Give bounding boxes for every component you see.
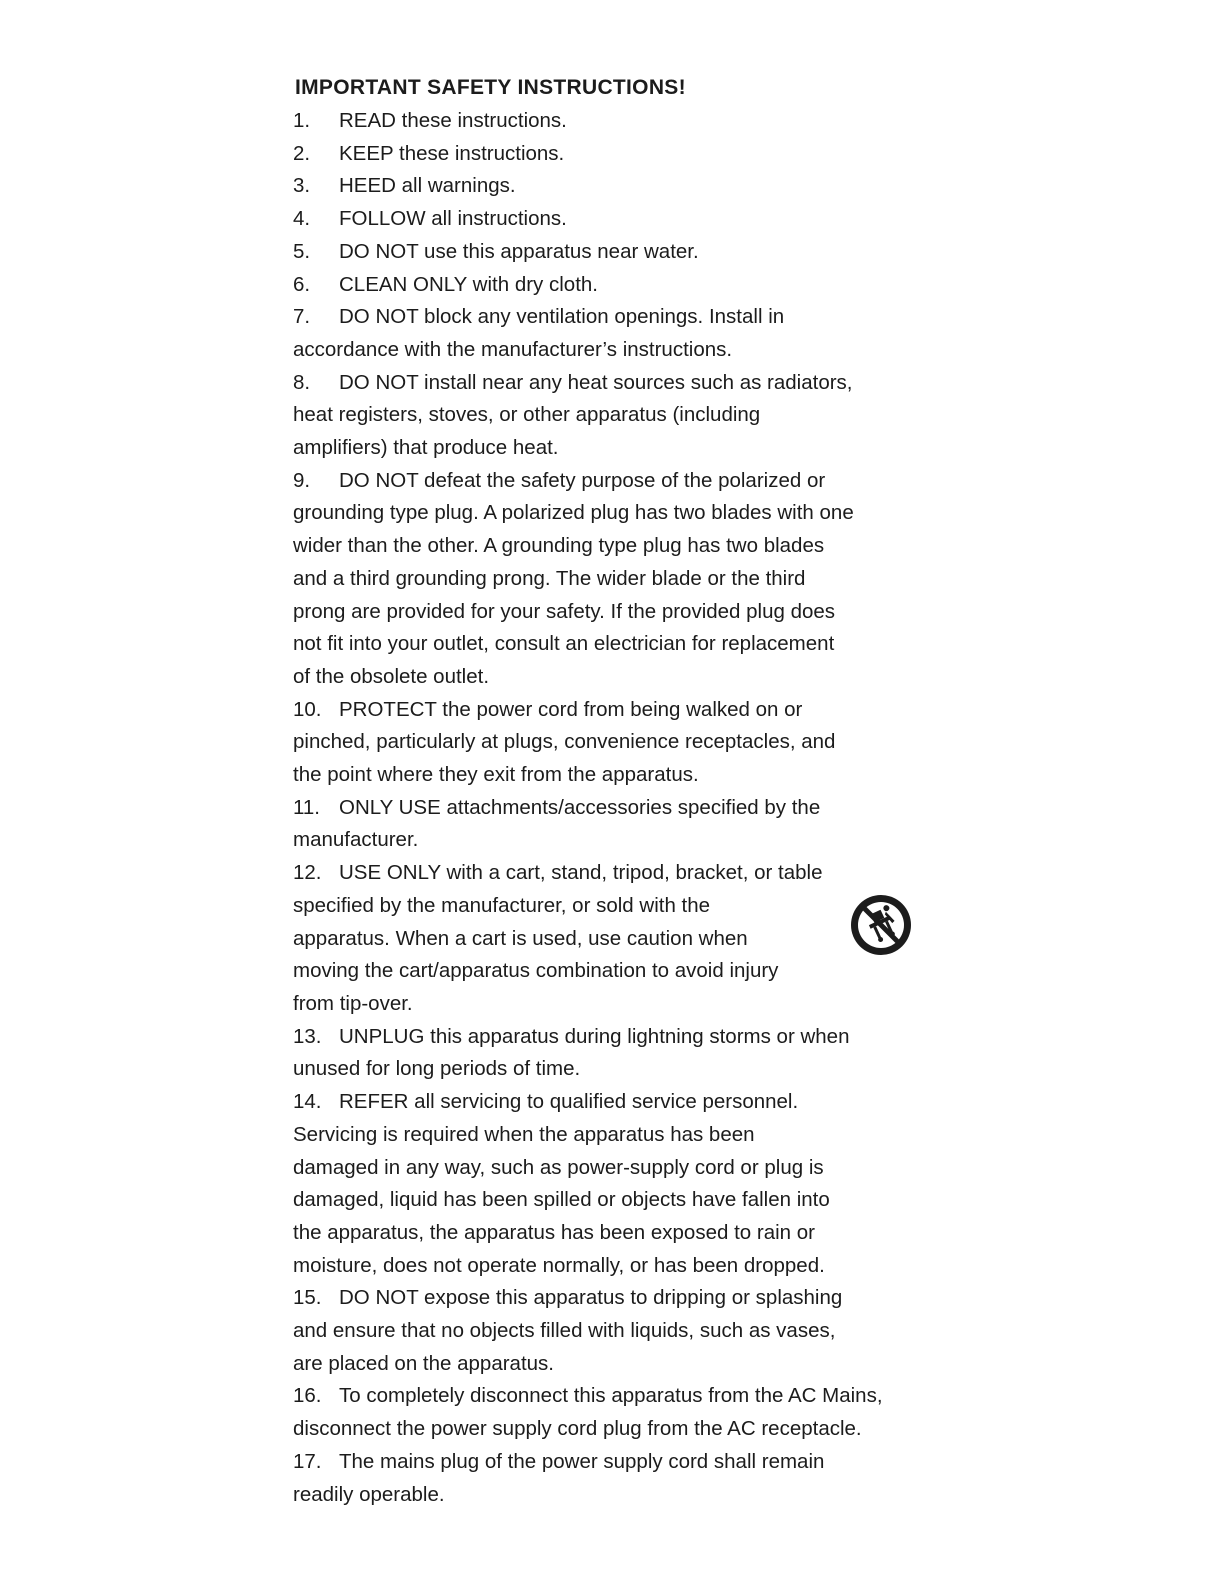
instruction-item-13 xyxy=(293,1021,933,1086)
item-number: 14. xyxy=(293,1090,322,1114)
instruction-item-2 xyxy=(293,138,933,171)
item-number: 7. xyxy=(293,305,311,329)
item-text: To completely disconnect this apparatus from the AC Mains, disconnect the power supply cord plug from the AC receptacle. xyxy=(293,1384,883,1441)
item-text: DO NOT use this apparatus near water. xyxy=(339,239,699,263)
instruction-item-9 xyxy=(293,465,933,694)
item-text: UNPLUG this apparatus during lightning storms or when unused for long periods of time. xyxy=(293,1024,850,1081)
item-text: ONLY USE attachments/accessories specified by the manufacturer. xyxy=(293,795,821,852)
item-text: CLEAN ONLY with dry cloth. xyxy=(339,272,599,296)
instruction-item-5 xyxy=(293,236,933,269)
item-number: 15. xyxy=(293,1286,322,1310)
item-number: 13. xyxy=(293,1024,322,1048)
item-text: DO NOT expose this apparatus to dripping or splashing and ensure that no objects filled with liquids, such as vases, are placed on the apparatus. xyxy=(293,1286,843,1375)
item-text: DO NOT install near any heat sources such as radiators, heat registers, stoves, or other apparatus (including amplifiers) that produce heat. xyxy=(293,370,853,460)
item-number: 10. xyxy=(293,697,322,721)
item-number: 17. xyxy=(293,1449,322,1473)
instruction-item-16 xyxy=(293,1380,933,1445)
instruction-item-4 xyxy=(293,203,933,236)
item-text: FOLLOW all instructions. xyxy=(339,207,567,231)
item-number: 9. xyxy=(293,468,311,492)
safety-instructions-page xyxy=(293,73,933,1511)
item-number: 16. xyxy=(293,1384,322,1408)
instruction-item-12 xyxy=(293,857,848,1021)
item-text: KEEP these instructions. xyxy=(339,141,565,165)
item-number: 8. xyxy=(293,370,311,394)
item-text: USE ONLY with a cart, stand, tripod, bracket, or table specified by the manufacturer, or sold with the apparatus. When a cart is used, use caution when moving the cart/apparatus combination to avoid injury from tip-over. xyxy=(293,861,823,1015)
item-number: 1. xyxy=(293,109,311,132)
item-text: READ these instructions. xyxy=(339,109,567,132)
cart-tip-over-warning-icon xyxy=(849,893,913,957)
item-number: 4. xyxy=(293,207,311,231)
item-text: REFER all servicing to qualified service personnel. Servicing is required when the apparatus has been damaged in any way, such as power-supply cord or plug is damaged, liquid has been spilled or objects have fallen into the apparatus, the apparatus has been exposed to rain or moisture, does not operate normally, or has been dropped. xyxy=(293,1090,830,1277)
item-number: 6. xyxy=(293,272,311,296)
instruction-item-8 xyxy=(293,367,933,465)
instruction-item-17 xyxy=(293,1446,933,1511)
item-text: The mains plug of the power supply cord shall remain readily operable. xyxy=(293,1449,825,1506)
instruction-item-3 xyxy=(293,170,933,203)
instruction-item-1 xyxy=(293,105,933,138)
item-text: PROTECT the power cord from being walked on or pinched, particularly at plugs, convenience receptacles, and the point where they exit from the apparatus. xyxy=(293,697,836,787)
instruction-item-6 xyxy=(293,269,933,302)
item-number: 12. xyxy=(293,861,322,885)
page-title: IMPORTANT SAFETY INSTRUCTIONS! xyxy=(295,76,686,99)
item-number: 11. xyxy=(293,795,320,819)
instruction-item-14 xyxy=(293,1086,933,1282)
item-number: 5. xyxy=(293,239,311,263)
item-number: 2. xyxy=(293,141,311,165)
instruction-item-10 xyxy=(293,694,933,792)
instruction-item-7 xyxy=(293,301,933,366)
instruction-item-11 xyxy=(293,792,933,857)
instruction-item-15 xyxy=(293,1282,933,1380)
item-text: DO NOT defeat the safety purpose of the polarized or grounding type plug. A polarized plug has two blades with one wider than the other. A grounding type plug has two blades and a third grounding prong. The wider blade or the third prong are provided for your safety. If the provided plug does not fit into your outlet, consult an electrician for replacement of the obsolete outlet. xyxy=(293,468,854,688)
item-text: HEED all warnings. xyxy=(339,174,516,198)
item-number: 3. xyxy=(293,174,311,198)
item-text: DO NOT block any ventilation openings. Install in accordance with the manufacturer’s instructions. xyxy=(293,305,785,361)
